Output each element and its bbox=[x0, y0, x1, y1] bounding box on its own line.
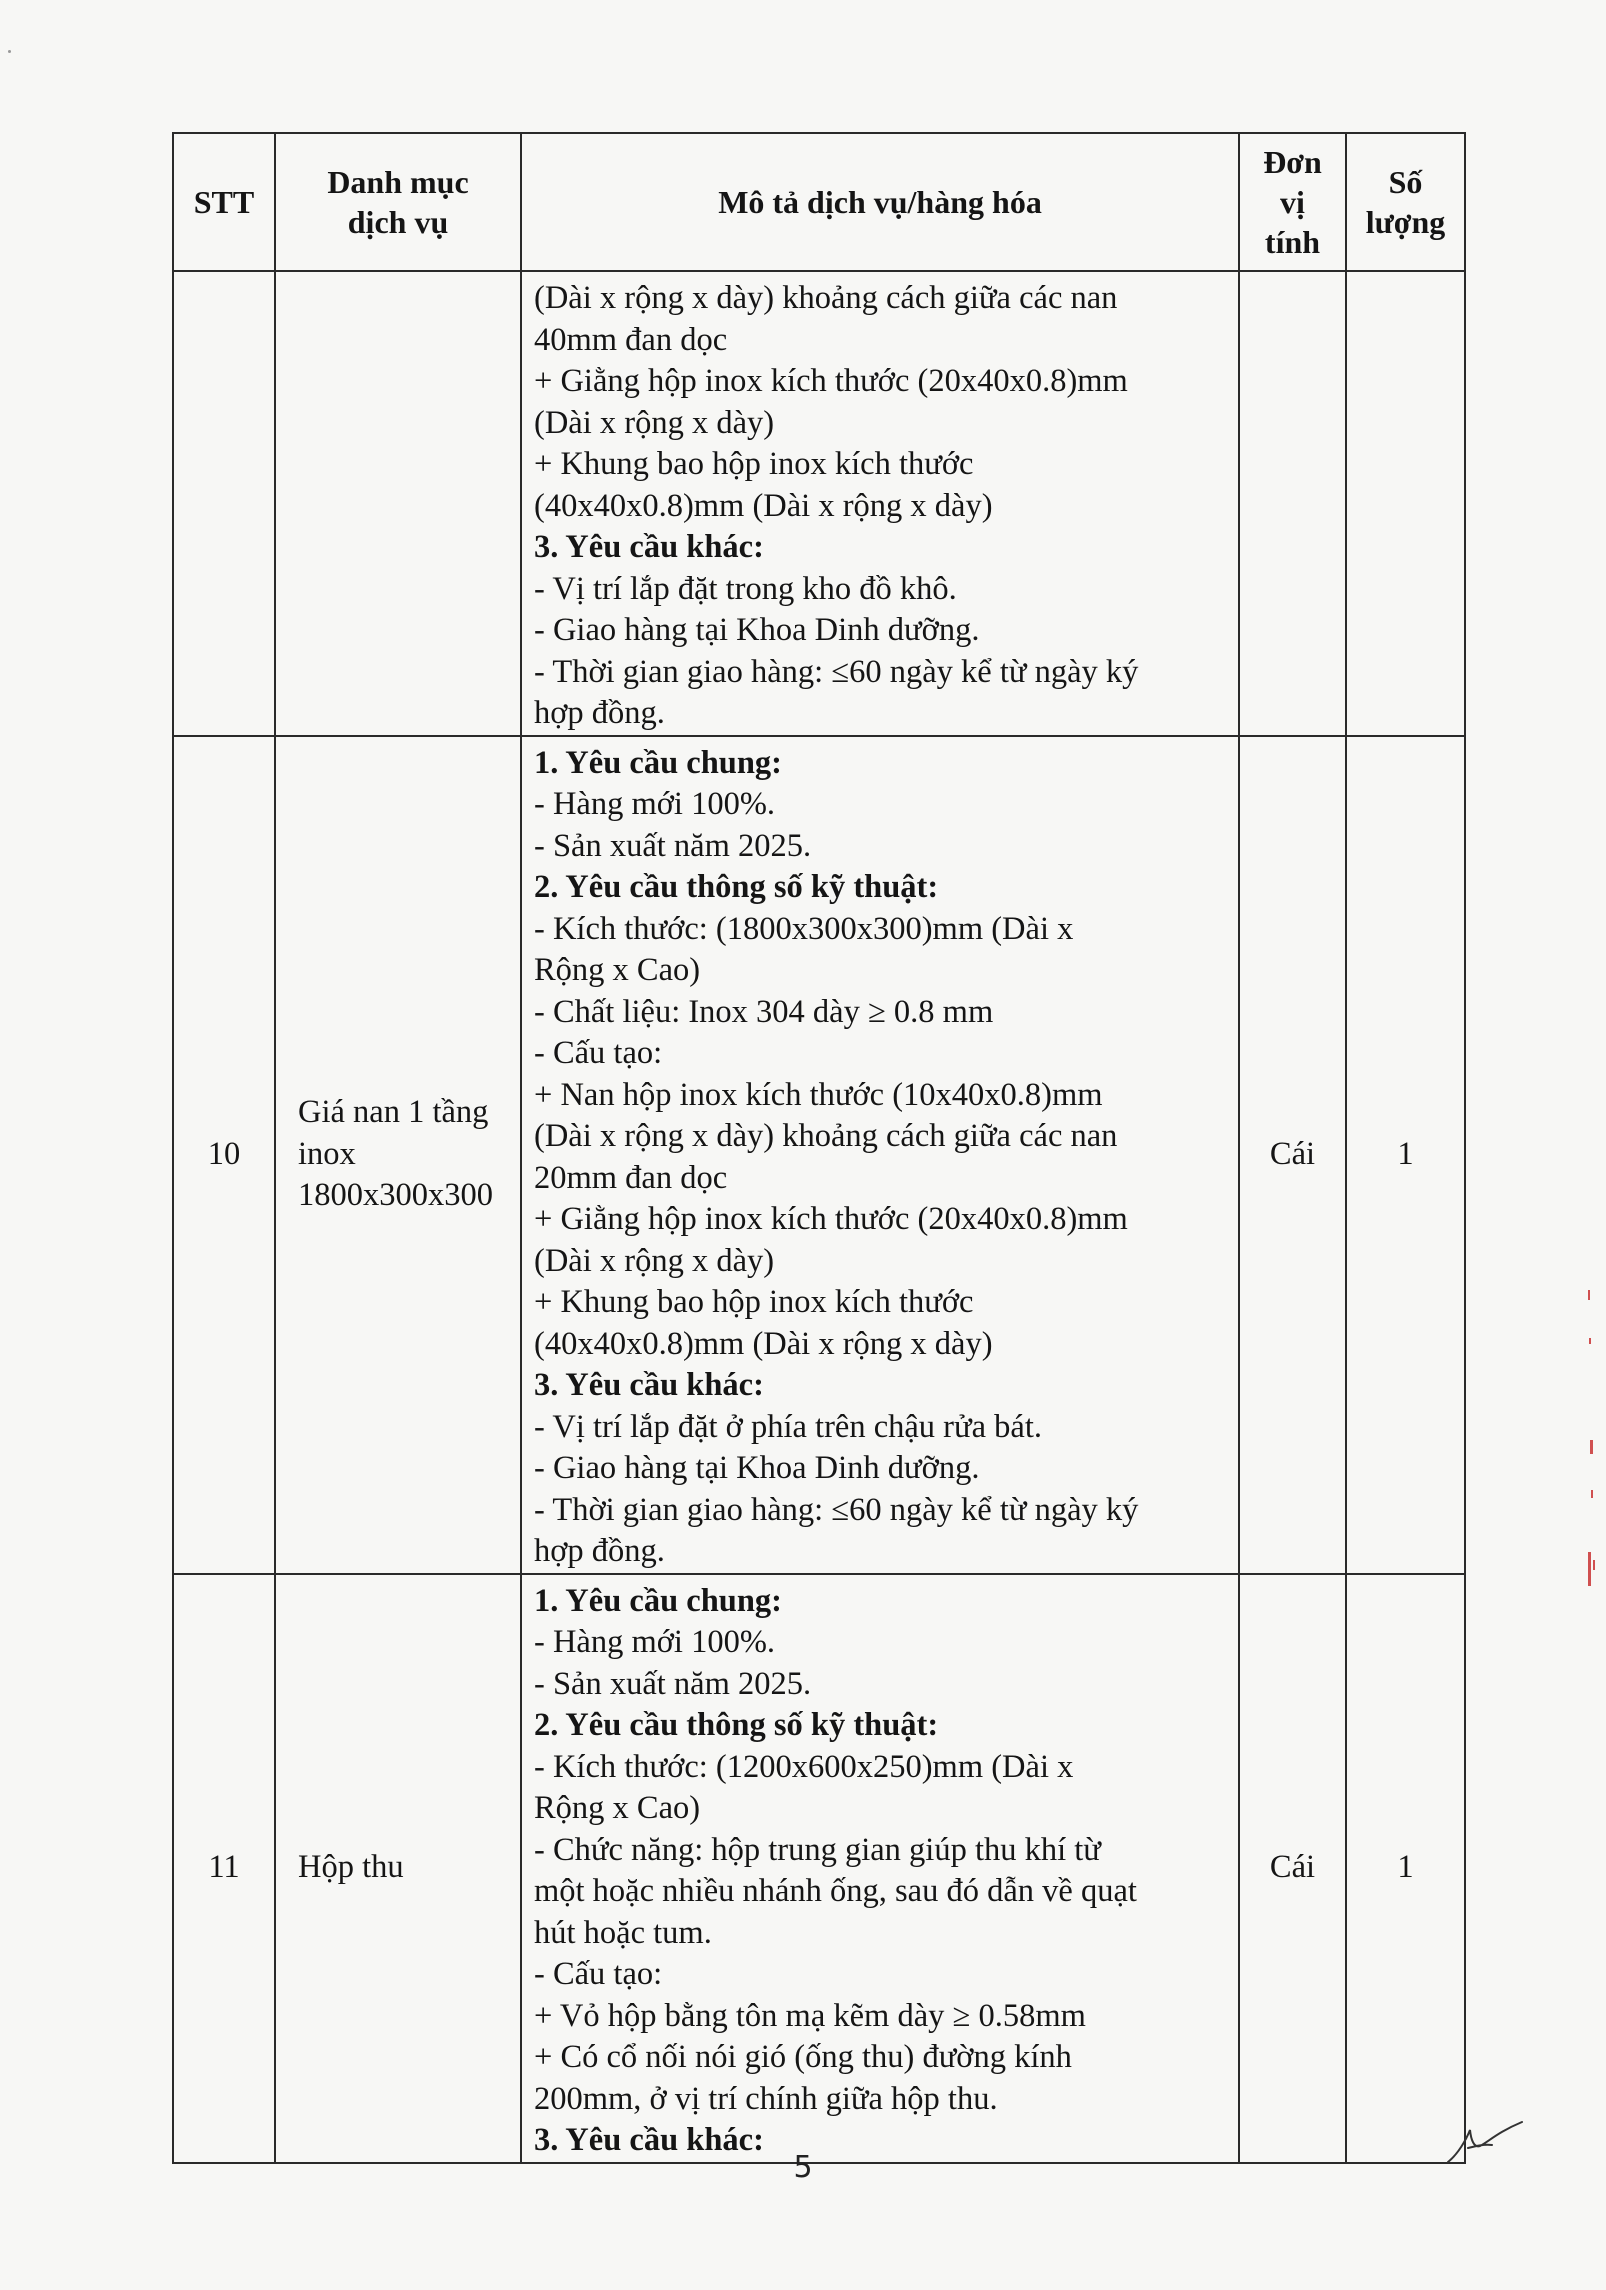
description-line: (Dài x rộng x dày) khoảng cách giữa các nan bbox=[534, 280, 1118, 316]
description-line: - Hàng mới 100%. bbox=[534, 786, 776, 822]
table-row bbox=[173, 1574, 1465, 2163]
description-heading: 3. Yêu cầu khác: bbox=[534, 2122, 764, 2158]
description-line: - Cấu tạo: bbox=[534, 1956, 663, 1992]
signature-mark bbox=[1440, 2118, 1530, 2168]
table-row bbox=[173, 271, 1465, 736]
unit-cell bbox=[1239, 271, 1346, 736]
description-line: + Giằng hộp inox kích thước (20x40x0.8)mm bbox=[534, 1201, 1128, 1237]
quantity-cell: 1 bbox=[1346, 1574, 1465, 2163]
description-line: một hoặc nhiều nhánh ống, sau đó dẫn về quạt bbox=[534, 1873, 1137, 1909]
description-heading: 2. Yêu cầu thông số kỹ thuật: bbox=[534, 1707, 939, 1743]
description-line: - Kích thước: (1200x600x250)mm (Dài x bbox=[534, 1748, 1074, 1785]
description-cell bbox=[521, 736, 1239, 1574]
description-line: - Chất liệu: Inox 304 dày ≥ 0.8 mm bbox=[534, 993, 994, 1030]
description-cell bbox=[521, 271, 1239, 736]
quantity-cell: 1 bbox=[1346, 736, 1465, 1574]
description-line: (Dài x rộng x dày) bbox=[534, 404, 775, 441]
category-cell bbox=[275, 271, 521, 736]
description-line: + Nan hộp inox kích thước (10x40x0.8)mm bbox=[534, 1076, 1103, 1113]
description-line: + Giằng hộp inox kích thước (20x40x0.8)mm bbox=[534, 363, 1128, 399]
description-line: - Vị trí lắp đặt ở phía trên chậu rửa bát. bbox=[534, 1408, 1042, 1445]
description-line: - Giao hàng tại Khoa Dinh dưỡng. bbox=[534, 1450, 980, 1486]
page-number: 5 bbox=[793, 2150, 813, 2185]
header-stt: STT bbox=[173, 133, 275, 271]
header-unit: Đơn vị tính bbox=[1239, 133, 1346, 271]
header-quantity: Số lượng bbox=[1346, 133, 1465, 271]
description-line: - Thời gian giao hàng: ≤60 ngày kể từ ngày ký bbox=[534, 653, 1139, 690]
description-line: - Kích thước: (1800x300x300)mm (Dài x bbox=[534, 910, 1074, 947]
header-description: Mô tả dịch vụ/hàng hóa bbox=[521, 133, 1239, 271]
description-line: - Cấu tạo: bbox=[534, 1035, 663, 1071]
description-line: + Khung bao hộp inox kích thước bbox=[534, 1284, 974, 1320]
description-heading: 3. Yêu cầu khác: bbox=[534, 1367, 764, 1403]
scan-speck bbox=[8, 50, 11, 53]
stt-cell: 11 bbox=[173, 1574, 275, 2163]
description-line: 40mm đan dọc bbox=[534, 321, 728, 358]
header-category: Danh mục dịch vụ bbox=[275, 133, 521, 271]
table-header-row bbox=[173, 133, 1465, 271]
stt-cell: 10 bbox=[173, 736, 275, 1574]
description-cell bbox=[521, 1574, 1239, 2163]
description-line: (Dài x rộng x dày) bbox=[534, 1242, 775, 1279]
category-cell: Giá nan 1 tầng inox 1800x300x300 bbox=[275, 736, 521, 1574]
description-line: Rộng x Cao) bbox=[534, 952, 701, 988]
unit-cell: Cái bbox=[1239, 1574, 1346, 2163]
description-line: hút hoặc tum. bbox=[534, 1914, 712, 1951]
description-line: + Vỏ hộp bằng tôn mạ kẽm dày ≥ 0.58mm bbox=[534, 1997, 1086, 2034]
description-line: (40x40x0.8)mm (Dài x rộng x dày) bbox=[534, 1325, 993, 1362]
description-line: - Chức năng: hộp trung gian giúp thu khí từ bbox=[534, 1831, 1101, 1868]
description-heading: 3. Yêu cầu khác: bbox=[534, 529, 764, 565]
description-line: hợp đồng. bbox=[534, 1533, 665, 1569]
description-line: 200mm, ở vị trí chính giữa hộp thu. bbox=[534, 2080, 998, 2117]
description-line: - Sản xuất năm 2025. bbox=[534, 827, 812, 864]
description-line: (Dài x rộng x dày) khoảng cách giữa các nan bbox=[534, 1118, 1118, 1154]
quantity-cell bbox=[1346, 271, 1465, 736]
stt-cell bbox=[173, 271, 275, 736]
description-line: - Vị trí lắp đặt trong kho đồ khô. bbox=[534, 570, 957, 607]
spec-table bbox=[172, 132, 1466, 2164]
description-heading: 1. Yêu cầu chung: bbox=[534, 1582, 782, 1619]
description-line: hợp đồng. bbox=[534, 695, 665, 731]
table-row bbox=[173, 736, 1465, 1574]
description-line: - Sản xuất năm 2025. bbox=[534, 1665, 812, 1702]
category-cell: Hộp thu bbox=[275, 1574, 521, 2163]
description-line: + Khung bao hộp inox kích thước bbox=[534, 446, 974, 482]
description-line: - Thời gian giao hàng: ≤60 ngày kể từ ngày ký bbox=[534, 1491, 1139, 1528]
description-line: - Giao hàng tại Khoa Dinh dưỡng. bbox=[534, 612, 980, 648]
unit-cell: Cái bbox=[1239, 736, 1346, 1574]
description-heading: 1. Yêu cầu chung: bbox=[534, 744, 782, 781]
description-line: - Hàng mới 100%. bbox=[534, 1624, 776, 1660]
stamp-edge-marks bbox=[1578, 1290, 1598, 1610]
description-line: Rộng x Cao) bbox=[534, 1790, 701, 1826]
description-line: + Có cổ nối nói gió (ống thu) đường kính bbox=[534, 2039, 1072, 2075]
description-heading: 2. Yêu cầu thông số kỹ thuật: bbox=[534, 869, 939, 905]
description-line: 20mm đan dọc bbox=[534, 1159, 728, 1196]
description-line: (40x40x0.8)mm (Dài x rộng x dày) bbox=[534, 487, 993, 524]
